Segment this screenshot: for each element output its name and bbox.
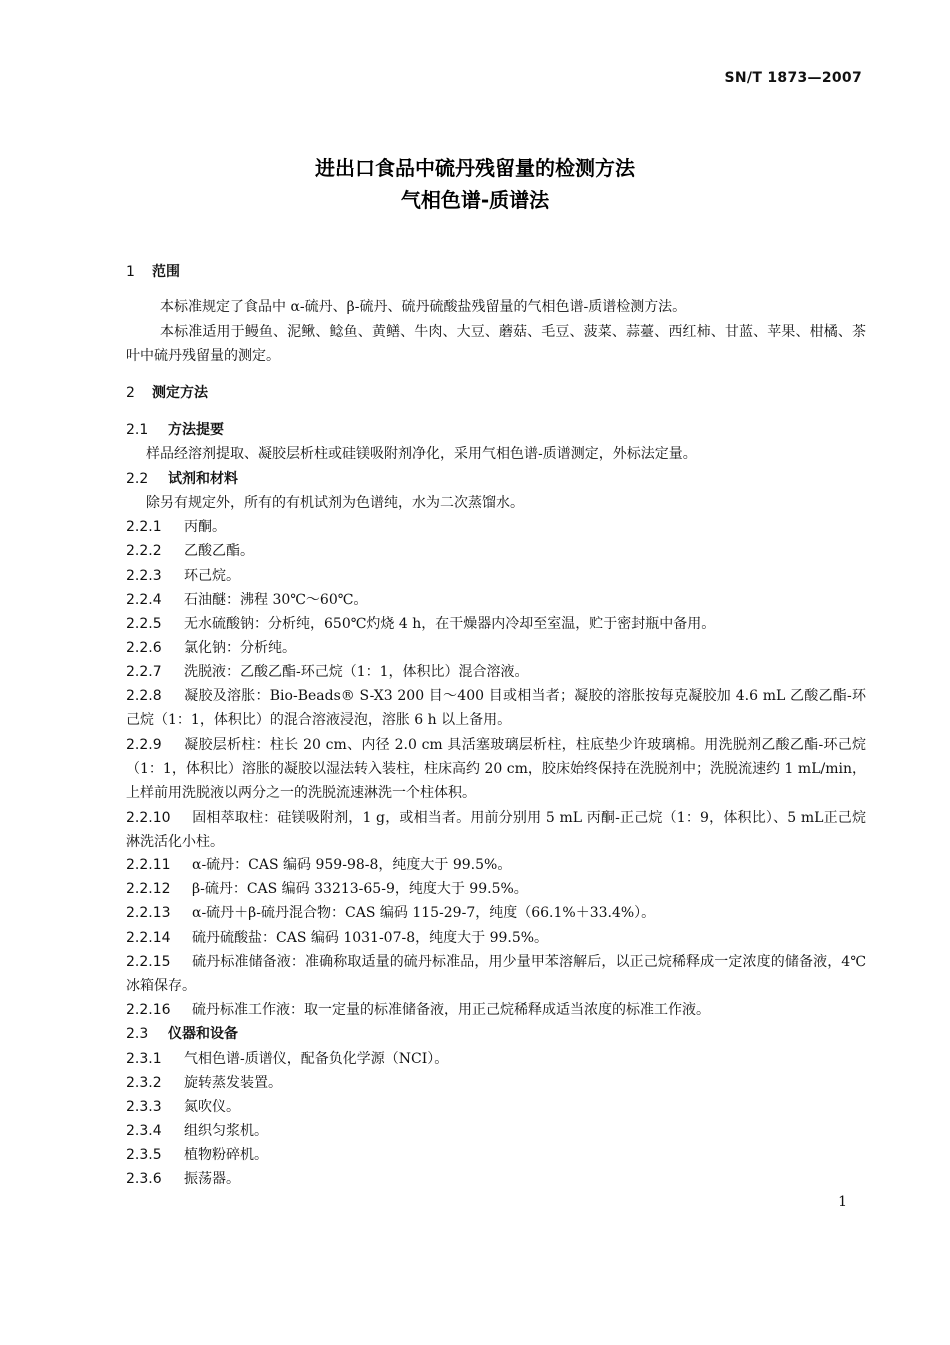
list-item <box>126 515 866 539</box>
item-number: 2.2.8 <box>126 688 162 704</box>
item-text: 植物粉碎机。 <box>184 1147 268 1163</box>
item-number: 2.2.2 <box>126 543 162 559</box>
item-text: 氯化钠：分析纯。 <box>184 640 296 656</box>
item-number: 2.2.11 <box>126 857 171 873</box>
item-number: 2.2.15 <box>126 954 171 970</box>
list-item <box>126 539 866 563</box>
item-text: 洗脱液：乙酸乙酯-环己烷（1：1，体积比）混合溶液。 <box>184 664 529 680</box>
subsection-title: 试剂和材料 <box>168 471 238 487</box>
paragraph: 除另有规定外，所有的有机试剂为色谱纯，水为二次蒸馏水。 <box>146 495 524 511</box>
item-number: 2.3.6 <box>126 1171 162 1187</box>
item-text: 乙酸乙酯。 <box>184 543 254 559</box>
list-item <box>126 660 866 684</box>
item-text: 固相萃取柱：硅镁吸附剂，1 g，或相当者。用前分别用 5 mL 丙酮-正己烷（1：9，体积比）、5 mL正己烷淋洗活化小柱。 <box>126 810 866 850</box>
item-number: 2.2.16 <box>126 1002 171 1018</box>
item-text: 凝胶层析柱：柱长 20 cm、内径 2.0 cm 具活塞玻璃层析柱，柱底垫少许玻璃棉。用洗脱剂乙酸乙酯-环己烷（1：1，体积比）溶胀的凝胶以湿法转入装柱，柱床高约 20 cm，胶床始终保持在洗脱剂中；洗脱流速约 1 mL/min，上样前用洗脱液以两分之一的洗脱流速淋洗一个柱体积。 <box>126 737 866 801</box>
list-item <box>126 1095 866 1119</box>
paragraph: 本标准适用于鳗鱼、泥鳅、鲶鱼、黄鳝、牛肉、大豆、蘑菇、毛豆、菠菜、蒜薹、西红柿、甘蓝、苹果、柑橘、茶叶中硫丹残留量的测定。 <box>126 324 866 364</box>
section-title: 范围 <box>152 264 180 280</box>
list-item <box>126 1047 866 1071</box>
item-number: 2.3.4 <box>126 1123 162 1139</box>
standard-code: SN/T 1873—2007 <box>724 70 862 86</box>
item-text: 硫丹标准工作液：取一定量的标准储备液，用正己烷稀释成适当浓度的标准工作液。 <box>192 1002 710 1018</box>
document-title: 进出口食品中硫丹残留量的检测方法 <box>315 156 635 180</box>
item-number: 2.2.3 <box>126 568 162 584</box>
item-text: α-硫丹：CAS 编码 959-98-8，纯度大于 99.5%。 <box>192 857 512 873</box>
list-item <box>126 998 866 1022</box>
item-text: 振荡器。 <box>184 1171 240 1187</box>
list-item <box>126 926 866 950</box>
subsection-2-3-heading <box>126 1022 238 1046</box>
list-item <box>126 1119 866 1143</box>
subsection-title: 方法提要 <box>168 422 224 438</box>
list-item <box>126 950 866 998</box>
item-text: 气相色谱-质谱仪，配备负化学源（NCI）。 <box>184 1051 449 1067</box>
subsection-number: 2.3 <box>126 1026 149 1042</box>
list-item <box>126 733 866 805</box>
document-subtitle: 气相色谱-质谱法 <box>400 188 550 212</box>
item-number: 2.2.9 <box>126 737 162 753</box>
section-1-heading <box>126 262 180 282</box>
item-number: 2.3.5 <box>126 1147 162 1163</box>
item-number: 2.2.13 <box>126 905 171 921</box>
item-number: 2.2.7 <box>126 664 162 680</box>
item-text: 旋转蒸发装置。 <box>184 1075 282 1091</box>
item-text: 硫丹标准储备液：准确称取适量的硫丹标准品，用少量甲苯溶解后，以正己烷稀释成一定浓度的储备液，4℃冰箱保存。 <box>126 954 866 994</box>
item-text: β-硫丹：CAS 编码 33213-65-9，纯度大于 99.5%。 <box>192 881 528 897</box>
item-number: 2.2.1 <box>126 519 162 535</box>
paragraph: 样品经溶剂提取、凝胶层析柱或硅镁吸附剂净化，采用气相色谱-质谱测定，外标法定量。 <box>146 446 697 462</box>
list-item <box>126 901 866 925</box>
item-number: 2.2.4 <box>126 592 162 608</box>
item-number: 2.3.1 <box>126 1051 162 1067</box>
list-item <box>126 877 866 901</box>
paragraph: 本标准规定了食品中 α-硫丹、β-硫丹、硫丹硫酸盐残留量的气相色谱-质谱检测方法。 <box>160 299 687 315</box>
item-text: α-硫丹＋β-硫丹混合物：CAS 编码 115-29-7，纯度（66.1%＋33.4%）。 <box>192 905 656 921</box>
list-item <box>126 612 866 636</box>
section-2-heading <box>126 383 208 403</box>
item-text: 环己烷。 <box>184 568 240 584</box>
item-number: 2.2.12 <box>126 881 171 897</box>
subsection-number: 2.2 <box>126 471 149 487</box>
item-text: 硫丹硫酸盐：CAS 编码 1031-07-8，纯度大于 99.5%。 <box>192 930 549 946</box>
list-item <box>126 1071 866 1095</box>
subsection-2-1-heading <box>126 418 224 442</box>
item-text: 石油醚：沸程 30℃～60℃。 <box>184 592 368 608</box>
list-item <box>126 684 866 732</box>
list-item <box>126 564 866 588</box>
list-item <box>126 636 866 660</box>
item-text: 无水硫酸钠：分析纯，650℃灼烧 4 h，在干燥器内冷却至室温，贮于密封瓶中备用。 <box>184 616 716 632</box>
item-number: 2.3.3 <box>126 1099 162 1115</box>
item-number: 2.2.10 <box>126 810 171 826</box>
item-text: 氮吹仪。 <box>184 1099 240 1115</box>
item-number: 2.2.14 <box>126 930 171 946</box>
page-number: 1 <box>838 1194 847 1210</box>
list-item <box>126 853 866 877</box>
list-item <box>126 588 866 612</box>
subsection-2-2-heading <box>126 467 238 491</box>
list-item <box>126 1143 866 1167</box>
item-text: 丙酮。 <box>184 519 226 535</box>
section-number: 2 <box>126 385 135 401</box>
item-text: 凝胶及溶胀：Bio-Beads® S-X3 200 目～400 目或相当者；凝胶的溶胀按每克凝胶加 4.6 mL 乙酸乙酯-环己烷（1：1，体积比）的混合溶液浸泡，溶胀 6 h 以上备用。 <box>126 688 866 728</box>
item-number: 2.2.5 <box>126 616 162 632</box>
subsection-title: 仪器和设备 <box>168 1026 238 1042</box>
item-number: 2.3.2 <box>126 1075 162 1091</box>
item-text: 组织匀浆机。 <box>184 1123 268 1139</box>
section-number: 1 <box>126 264 135 280</box>
subsection-number: 2.1 <box>126 422 149 438</box>
section-title: 测定方法 <box>152 385 208 401</box>
list-item <box>126 806 866 854</box>
list-item <box>126 1167 866 1191</box>
item-number: 2.2.6 <box>126 640 162 656</box>
